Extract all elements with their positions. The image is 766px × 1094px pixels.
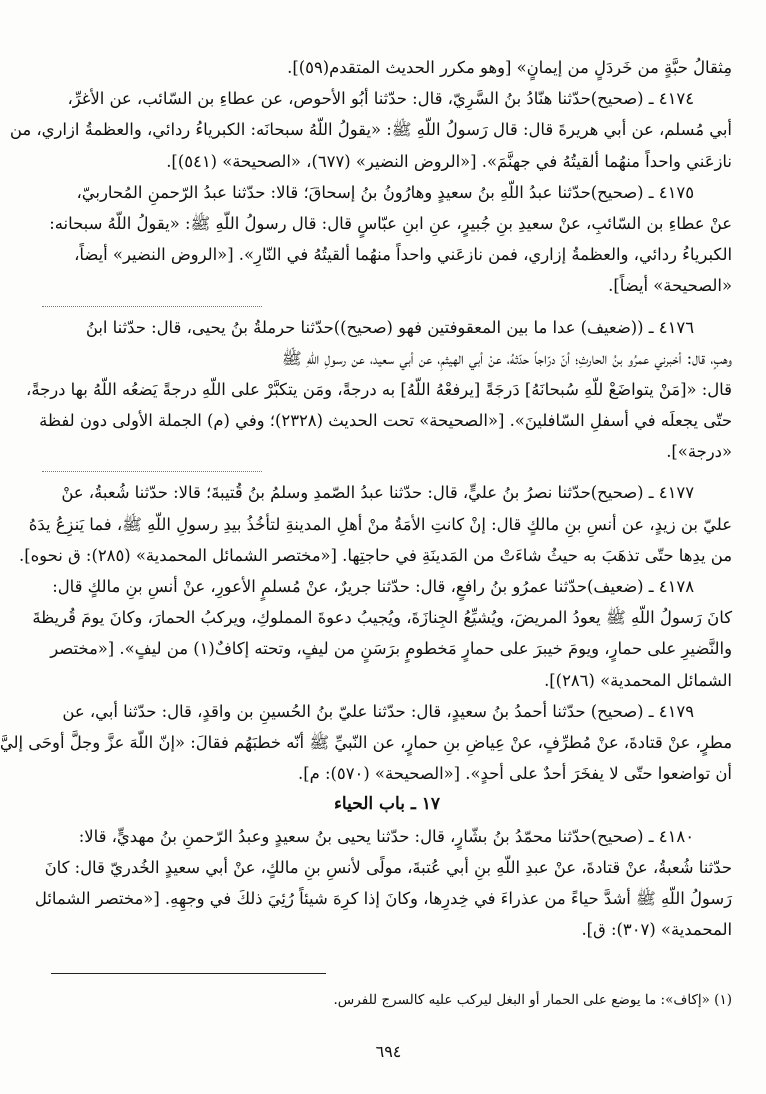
text-line: قال: «[مَنْ يتواضَعْ للّهِ سُبحانَهُ] دَرجَةً [يرفعْهُ اللّهُ] به درجةً، ومَن يتكبَّرْ على اللّهِ درجةً يَضعُه اللّهُ بها درجةً، [26, 379, 732, 399]
text-line: الكبرياءُ ردائي، والعظمةُ إزاري، فمن نازعَني واحداً منهُما ألقيتُهُ في النّارِ». [«الروض النضير» أيضاً، [74, 245, 732, 265]
text-line: مِثقالُ حبَّةٍ من خَردَلٍ من إيمانٍ» [وهو مكرر الحديث المتقدم(٥٩)]. [287, 58, 732, 77]
hadith-4174-line: ٤١٧٤ ـ (صحيح)حدّثنا هنّادُ بنُ السَّرِيّ، قال: حدّثنا أبُو الأحوص، عن عطاءِ بن السّائب، عن الأغرِّ، [67, 89, 694, 109]
hadith-4178-line: ٤١٧٨ ـ (ضعيف)حدّثنا عمرُو بنُ رافعٍ، قال: حدّثنا جريرٌ، عنْ مُسلمٍ الأعورِ، عنْ أنسِ بنِ مالكٍ قال: [52, 577, 694, 596]
footnote: (١) «إكاف»: ما يوضع على الحمار أو البغل ليركب عليه كالسرج للفرس. [333, 992, 732, 1008]
footnote-rule [51, 973, 326, 974]
page-number: ٦٩٤ [375, 1042, 402, 1061]
main-text [0, 52, 732, 945]
text-line: من يدِها حتّى تذهَبَ به حيثُ شاءَتْ من المَدينَةِ في حاجتِها. [«مختصر الشمائل المحمدية» (٢٨٥): ق نحوه]. [18, 545, 732, 565]
hadith-4175-line: ٤١٧٥ ـ (صحيح)حدّثنا عبدُ اللّهِ بنُ سعيدٍ وهارُونُ بنُ إسحاقَ؛ قالا: حدّثنا عبدُ الرّحمنِ المُحاربيّ، [76, 182, 694, 202]
text-line: كانَ رَسولُ اللّهِ ﷺ يعودُ المريضَ، ويُشيِّعُ الجِنازَةَ، ويُجيبُ دعوةَ المملوكِ، ويركبُ الحمارَ، وكانَ يومَ قُريظةَ [32, 608, 732, 628]
text-line: الشمائل المحمدية» (٢٨٦)]. [544, 670, 732, 690]
dotted-separator [42, 471, 262, 473]
dotted-separator [42, 306, 262, 308]
text-line: المحمدية» (٣٠٧): ق]. [581, 920, 732, 940]
text-line: «الصحيحة» أيضاً]. [608, 276, 732, 296]
text-line: مطرٍ، عنْ قتادةَ، عنْ مُطرِّفٍ، عنْ عِياضِ بنِ حمارٍ، عن النّبيِّ ﷺ أنّه خطبَهُم فقالَ: «إنّ اللّهَ عزَّ وجلَّ أوحَى إليَّ [0, 732, 732, 752]
text-line: أن تواضعوا حتّى لا يفخَرَ أحدٌ على أحدٍ». [«الصحيحة» (٥٧٠): م]. [298, 764, 732, 784]
hadith-4177-line: ٤١٧٧ ـ (صحيح)حدّثنا نصرُ بنُ عليٍّ، قال: حدّثنا عبدُ الصّمدِ وسلمُ بنُ قُتيبةَ؛ قالا: حدّثنا شُعبةُ، عنْ [61, 483, 694, 503]
text-line: «درجة»]. [666, 442, 732, 462]
hadith-4176-line: ٤١٧٦ ـ ((ضعيف) عدا ما بين المعقوفتين فهو (صحيح))حدّثنا حرملةُ بنُ يحيى، قال: حدّثنا ابنُ [85, 317, 694, 337]
text-line: عنْ عطاءِ بن السّائبِ، عنْ سعيدِ بنِ جُبيرٍ، عنِ ابنِ عبّاسٍ قال: قال رسولُ اللّهِ ﷺ: «يقولُ اللّهُ سبحانه: [49, 213, 732, 233]
text-line: رَسولُ اللّهِ ﷺ أشدَّ حياءً من عذراءَ في خِدرِها، وكانَ إذا كرِهَ شيئاً رُئِيَ ذلكَ في وجهِهِ. [«مختصر الشمائل [34, 888, 732, 908]
hadith-4180-line: ٤١٨٠ ـ (صحيح)حدّثنا محمّدُ بنُ بشّارٍ، قال: حدّثنا يحيى بنُ سعيدٍ وعبدُ الرّحمنِ بنُ مهديٍّ، قالا: [78, 826, 694, 846]
text-line: حتّى يجعلَه في أسفلِ السّافلينَ». [«الصحيحة» تحت الحديث (٢٣٢٨)؛ وفي (م) الجملة الأولى دون لفظة [39, 411, 732, 431]
text-line: وهبٍ، قال: أخبرني عمرُو بنُ الحارثِ؛ أنّ درّاجاً حدّثهُ، عنْ أبي الهيثمِ، عن أبي سعيد، عن رسولِ اللّهِ ﷺ [281, 348, 732, 368]
text-line: أبي مُسلم، عن أبي هريرةَ قال: قال رَسولُ اللّهِ ﷺ: «يقولُ اللّهُ سبحانَه: الكبرياءُ ردائي، والعظمةُ ازاري، من [9, 120, 732, 140]
text-line: نازعَني واحداً منهُما ألقيتُهُ في جهنَّمَ». [«الروض النضير» (٦٧٧)، «الصحيحة» (٥٤١)]. [166, 151, 732, 171]
hadith-4179-line: ٤١٧٩ ـ (صحيح) حدّثنا أحمدُ بنُ سعيدٍ، قال: حدّثنا عليّ بنُ الحُسينِ بن واقدٍ، قال: حدّثنا أبي، عن [62, 701, 694, 721]
text-line: عليّ بن زيدٍ، عن أنسِ بنِ مالكٍ قال: إنْ كانتِ الأمَةُ منْ أهلِ المدينةِ لتأخُذُ بيدِ رسولِ اللّهِ ﷺ، فما يَنزِعُ يدَهُ [28, 514, 732, 534]
chapter-heading: ١٧ ـ باب الحياء [333, 794, 441, 815]
text-line: والنَّضيرِ على حمارٍ، ويومَ خيبرَ على حمارٍ مَخطومٍ برَسَنٍ من ليفٍ، وتحته إكافٌ(١) من ليفٍ». [«مختصر [50, 639, 732, 659]
text-line: حدّثنا شُعبةُ، عنْ قتادةَ، عنْ عبدِ اللّهِ بنِ أبي عُتبةَ، مولًى لأنسِ بنِ مالكٍ، عنْ أبي سعيدٍ الخُدريّ قال: كانَ [44, 857, 732, 877]
